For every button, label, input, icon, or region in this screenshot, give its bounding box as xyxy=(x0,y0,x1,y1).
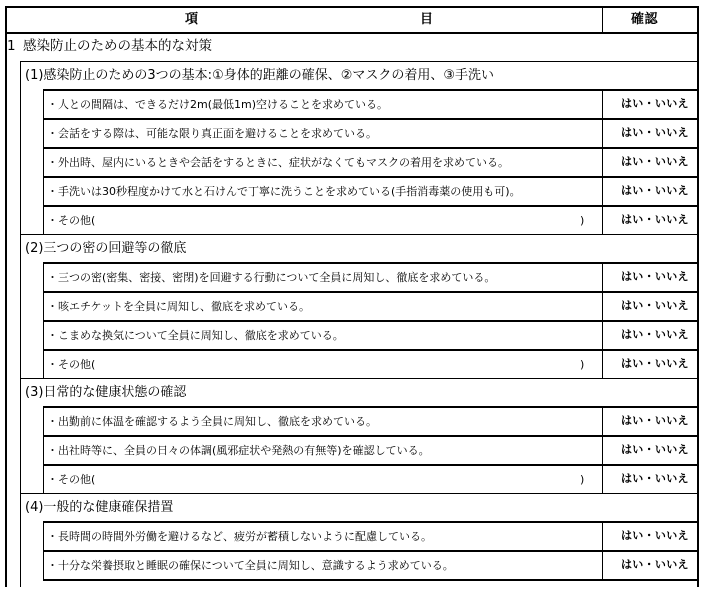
table-border xyxy=(43,262,44,291)
yes-no-option[interactable]: はい・いいえ xyxy=(621,472,689,485)
table-border xyxy=(43,349,44,378)
table-border xyxy=(43,118,44,147)
yes-no-option[interactable]: はい・いいえ xyxy=(621,529,689,542)
table-border xyxy=(43,464,699,466)
table-border xyxy=(602,89,603,118)
table-border xyxy=(602,406,603,435)
table-border xyxy=(43,406,44,435)
other-close-paren: ) xyxy=(580,473,585,486)
table-border xyxy=(43,320,44,349)
yes-no-option[interactable]: はい・いいえ xyxy=(621,443,689,456)
table-border xyxy=(602,176,603,205)
header-item-label: 項 xyxy=(185,12,199,27)
table-border xyxy=(20,234,699,235)
table-border xyxy=(43,89,699,91)
table-border xyxy=(43,521,699,523)
table-border xyxy=(602,464,603,493)
table-border xyxy=(43,176,44,205)
table-border xyxy=(43,349,699,351)
checklist-item-text: ・こまめな換気について全員に周知し、徹底を求めている。 xyxy=(47,329,344,342)
other-close-paren: ) xyxy=(580,214,585,227)
yes-no-option[interactable]: はい・いいえ xyxy=(621,357,689,370)
table-border xyxy=(43,176,699,178)
section-title: 感染防止のための基本的な対策 xyxy=(23,38,212,54)
yes-no-option[interactable]: はい・いいえ xyxy=(621,155,689,168)
yes-no-option[interactable]: はい・いいえ xyxy=(621,328,689,341)
table-border xyxy=(602,291,603,320)
checklist-item-text: ・外出時、屋内にいるときや会話をするときに、症状がなくてもマスクの着用を求めている。 xyxy=(47,156,509,169)
table-border xyxy=(602,320,603,349)
checklist-item-text: ・咳エチケットを全員に周知し、徹底を求めている。 xyxy=(47,300,311,313)
table-border xyxy=(5,32,699,34)
table-border xyxy=(602,349,603,378)
section-number: 1 xyxy=(7,38,16,54)
header-item-label: 目 xyxy=(420,12,434,27)
table-border xyxy=(5,6,7,587)
table-border xyxy=(602,521,603,550)
table-border xyxy=(43,291,699,293)
header-confirm-label: 確認 xyxy=(631,12,659,27)
checklist-item-text: ・十分な栄養摂取と睡眠の確保について全員に周知し、意識するよう求めている。 xyxy=(47,559,454,572)
yes-no-option[interactable]: はい・いいえ xyxy=(621,184,689,197)
checklist-item-text: ・その他( xyxy=(47,214,96,227)
table-border xyxy=(43,435,44,464)
checklist-item-text: ・出勤前に体温を確認するよう全員に周知し、徹底を求めている。 xyxy=(47,415,377,428)
table-border xyxy=(20,378,699,379)
table-border xyxy=(43,205,699,207)
table-border xyxy=(43,147,699,149)
table-border xyxy=(43,262,699,264)
table-border xyxy=(697,6,699,587)
checklist-item-text: ・その他( xyxy=(47,473,96,486)
other-close-paren: ) xyxy=(580,358,585,371)
table-border xyxy=(5,6,699,8)
table-border xyxy=(20,493,699,494)
checklist-item-text: ・出社時等に、全員の日々の体調(風邪症状や発熱の有無等)を確認している。 xyxy=(47,444,430,457)
checklist-item-text: ・三つの密(密集、密接、密閉)を回避する行動について全員に周知し、徹底を求めている。 xyxy=(47,271,496,284)
yes-no-option[interactable]: はい・いいえ xyxy=(621,97,689,110)
checklist-item-text: ・長時間の時間外労働を避けるなど、疲労が蓄積しないように配慮している。 xyxy=(47,530,432,543)
table-border xyxy=(43,579,699,581)
table-border xyxy=(43,291,44,320)
subsection-title: (4)一般的な健康確保措置 xyxy=(25,500,174,515)
table-border xyxy=(43,521,44,550)
subsection-title: (1)感染防止のための3つの基本:①身体的距離の確保、②マスクの着用、③手洗い xyxy=(25,68,495,83)
yes-no-option[interactable]: はい・いいえ xyxy=(621,126,689,139)
yes-no-option[interactable]: はい・いいえ xyxy=(621,270,689,283)
yes-no-option[interactable]: はい・いいえ xyxy=(621,558,689,571)
subsection-title: (3)日常的な健康状態の確認 xyxy=(25,385,187,400)
table-border xyxy=(43,89,44,118)
checklist-item-text: ・その他( xyxy=(47,358,96,371)
table-border xyxy=(43,118,699,120)
table-border xyxy=(602,6,603,32)
table-border xyxy=(602,147,603,176)
yes-no-option[interactable]: はい・いいえ xyxy=(621,414,689,427)
table-border xyxy=(602,205,603,234)
yes-no-option[interactable]: はい・いいえ xyxy=(621,299,689,312)
table-border xyxy=(602,435,603,464)
checklist-item-text: ・会話をする際は、可能な限り真正面を避けることを求めている。 xyxy=(47,127,377,140)
table-border xyxy=(602,262,603,291)
table-border xyxy=(43,464,44,493)
subsection-title: (2)三つの密の回避等の徹底 xyxy=(25,241,187,256)
checklist-item-text: ・人との間隔は、できるだけ2m(最低1m)空けることを求めている。 xyxy=(47,98,389,111)
checklist-table xyxy=(5,6,699,600)
table-border xyxy=(43,550,44,579)
table-border xyxy=(602,118,603,147)
table-border xyxy=(20,61,699,62)
table-border xyxy=(43,320,699,322)
table-border xyxy=(43,435,699,437)
yes-no-option[interactable]: はい・いいえ xyxy=(621,213,689,226)
table-border xyxy=(43,550,699,552)
checklist-item-text: ・手洗いは30秒程度かけて水と石けんで丁寧に洗うことを求めている(手指消毒薬の使用も可)。 xyxy=(47,185,521,198)
table-border xyxy=(43,205,44,234)
table-border xyxy=(43,406,699,408)
table-border xyxy=(602,550,603,579)
table-border xyxy=(20,61,21,587)
table-border xyxy=(43,147,44,176)
